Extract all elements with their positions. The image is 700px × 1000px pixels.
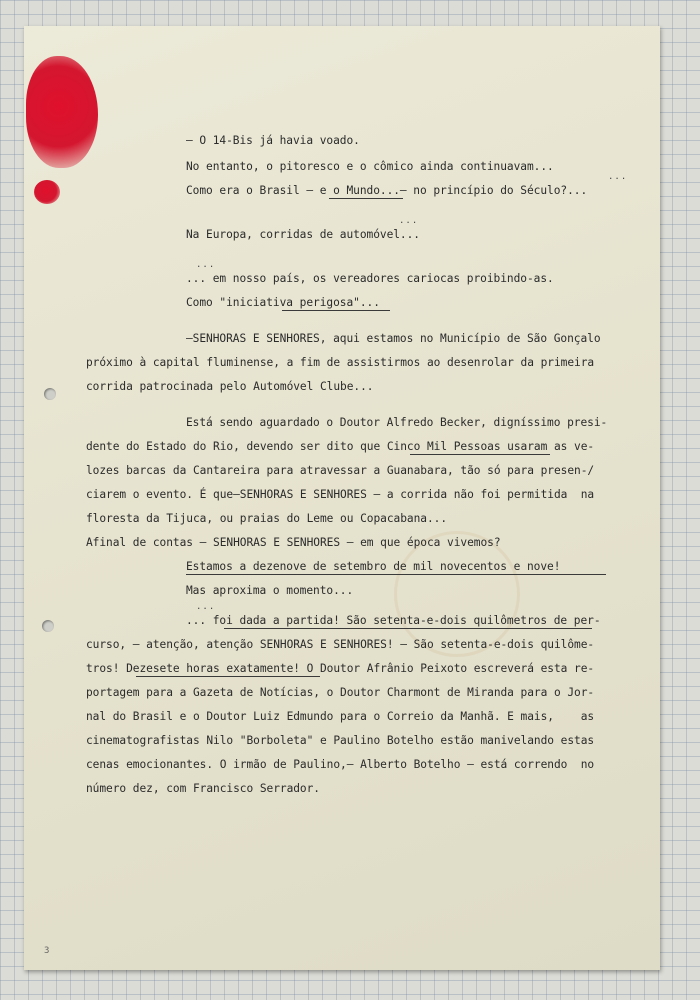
typewritten-page <box>24 26 660 970</box>
underline <box>282 310 390 311</box>
underline <box>329 198 403 199</box>
text-line: lozes barcas da Cantareira para atravessar a Guanabara, tão só para presen-/ <box>86 464 595 477</box>
text-line: ... em nosso país, os vereadores cariocas proibindo-as. <box>186 272 554 285</box>
text-line: cinematografistas Nilo "Borboleta" e Paulino Botelho estão manivelando estas <box>86 734 595 747</box>
red-ink-stain <box>26 56 98 168</box>
text-line: nal do Brasil e o Doutor Luiz Edmundo para o Correio da Manhã. E mais, as <box>86 710 595 723</box>
text-line: curso, – atenção, atenção SENHORAS E SENHORES! – São setenta-e-dois quilôme- <box>86 638 595 651</box>
underline <box>136 676 320 677</box>
text-line: ciarem o evento. É que–SENHORAS E SENHORES – a corrida não foi permitida na <box>86 488 595 501</box>
text-line: Está sendo aguardado o Doutor Alfredo Becker, digníssimo presi- <box>186 416 608 429</box>
underline <box>186 574 606 575</box>
text-line: ... foi dada a partida! São setenta-e-dois quilômetros de per- <box>186 614 601 627</box>
typed-dots: ... <box>608 172 628 182</box>
text-line: corrida patrocinada pelo Automóvel Clube... <box>86 380 374 393</box>
text-line: Mas aproxima o momento... <box>186 584 354 597</box>
red-ink-drop <box>34 180 60 204</box>
text-line: –SENHORAS E SENHORES, aqui estamos no Município de São Gonçalo <box>186 332 601 345</box>
text-line: próximo à capital fluminense, a fim de assistirmos ao desenrolar da primeira <box>86 356 595 369</box>
text-line: cenas emocionantes. O irmão de Paulino,– Alberto Botelho – está correndo no <box>86 758 595 771</box>
text-line: Na Europa, corridas de automóvel... <box>186 228 420 241</box>
text-line: No entanto, o pitoresco e o cômico ainda continuavam... <box>186 160 554 173</box>
text-line: Afinal de contas – SENHORAS E SENHORES – em que época vivemos? <box>86 536 501 549</box>
text-line: Estamos a dezenove de setembro de mil novecentos e nove! <box>186 560 561 573</box>
text-line: número dez, com Francisco Serrador. <box>86 782 320 795</box>
underline <box>224 628 592 629</box>
text-line: dente do Estado do Rio, devendo ser dito que Cinco Mil Pessoas usaram as ve- <box>86 440 595 453</box>
text-line: Como "iniciativa perigosa"... <box>186 296 380 309</box>
text-line: portagem para a Gazeta de Notícias, o Doutor Charmont de Miranda para o Jor- <box>86 686 595 699</box>
punch-hole-upper <box>44 388 56 400</box>
typed-dots: ... <box>399 216 419 226</box>
text-line: tros! Dezesete horas exatamente! O Doutor Afrânio Peixoto escreverá esta re- <box>86 662 595 675</box>
punch-hole-lower <box>42 620 54 632</box>
page-corner-mark: 3 <box>44 946 50 956</box>
underline <box>410 454 550 455</box>
typed-dots: ... <box>196 602 216 612</box>
text-line: Como era o Brasil – e o Mundo...– no princípio do Século?... <box>186 184 588 197</box>
text-line: floresta da Tijuca, ou praias do Leme ou Copacabana... <box>86 512 448 525</box>
text-line: – O 14-Bis já havia voado. <box>186 134 360 147</box>
typed-dots: ... <box>196 260 216 270</box>
